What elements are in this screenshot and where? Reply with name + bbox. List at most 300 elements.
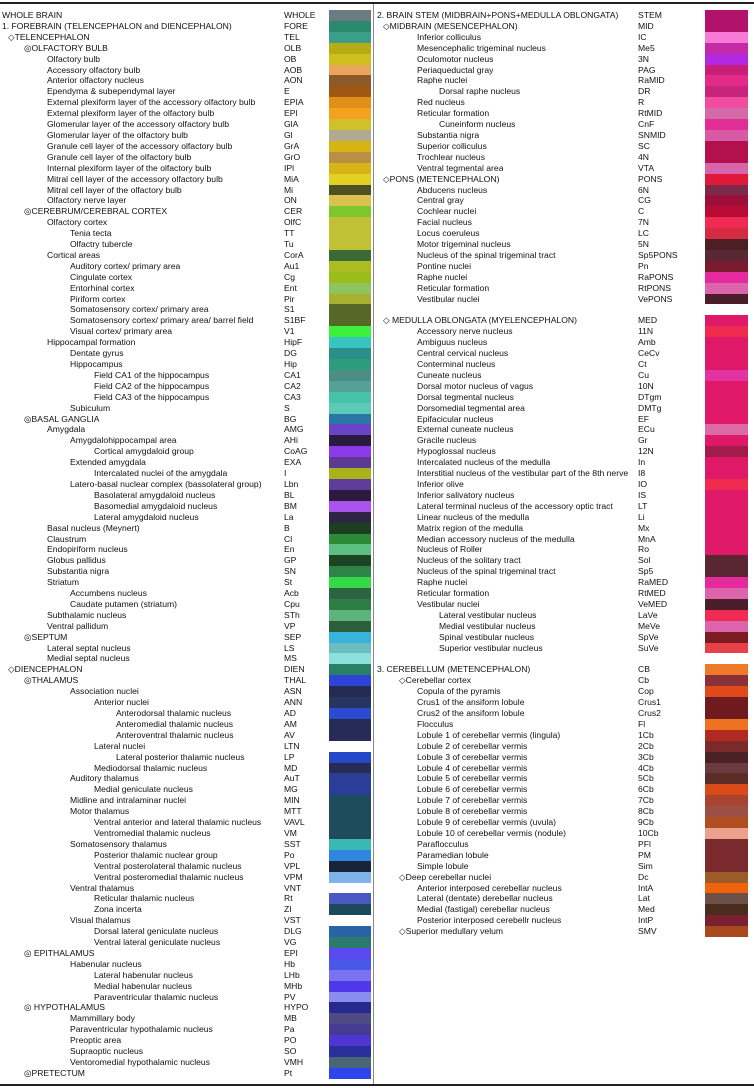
- region-abbreviation: THAL: [284, 675, 306, 686]
- color-swatch: [329, 555, 371, 566]
- region-name: 1. FOREBRAIN (TELENCEPHALON and DIENCEPHALON): [2, 20, 232, 31]
- legend-row: [2, 141, 372, 152]
- legend-row: [377, 523, 752, 534]
- region-name: ◇Superior medullary velum: [399, 926, 504, 937]
- region-abbreviation: La: [284, 511, 294, 522]
- region-name: Nucleus of the solitary tract: [417, 555, 521, 566]
- region-abbreviation: 5N: [638, 239, 649, 250]
- color-swatch: [329, 239, 371, 250]
- region-abbreviation: LS: [284, 642, 295, 653]
- region-name: Olfactory cortex: [47, 217, 108, 228]
- region-abbreviation: DLG: [284, 926, 302, 937]
- region-name: Dorsomedial tegmental area: [417, 402, 525, 413]
- color-swatch: [329, 185, 371, 196]
- legend-row: [377, 479, 752, 490]
- region-name: Lobule 7 of cerebellar vermis: [417, 795, 528, 806]
- legend-row: [2, 195, 372, 206]
- legend-row: [2, 359, 372, 370]
- region-abbreviation: MHb: [284, 980, 303, 991]
- region-name: Lobule 2 of cerebellar vermis: [417, 740, 528, 751]
- color-swatch: [329, 479, 371, 490]
- color-swatch: [705, 490, 748, 501]
- legend-row: [377, 915, 752, 926]
- region-abbreviation: MED: [638, 315, 658, 326]
- region-name: Anterior nuclei: [94, 697, 149, 708]
- legend-row: [377, 926, 752, 937]
- legend-row: [2, 555, 372, 566]
- region-name: ◎BASAL GANGLIA: [24, 413, 100, 424]
- region-name: Subthalamic nucleus: [47, 609, 127, 620]
- color-swatch: [705, 381, 748, 392]
- legend-row: [2, 32, 372, 43]
- legend-row: [377, 272, 752, 283]
- region-name: Abducens nucleus: [417, 184, 488, 195]
- region-name: Periaqueductal gray: [417, 64, 494, 75]
- color-swatch: [329, 883, 371, 894]
- color-swatch: [705, 21, 748, 32]
- region-abbreviation: RaPONS: [638, 271, 674, 282]
- region-name: Reticular formation: [417, 108, 490, 119]
- color-swatch: [705, 675, 748, 686]
- region-abbreviation: IO: [638, 478, 648, 489]
- region-name: Mitral cell layer of the olfactory bulb: [47, 184, 182, 195]
- region-abbreviation: CB: [638, 664, 650, 675]
- region-abbreviation: Cu: [638, 369, 649, 380]
- region-abbreviation: RtMID: [638, 108, 663, 119]
- region-abbreviation: PONS: [638, 173, 663, 184]
- region-name: Amygdala: [47, 424, 86, 435]
- region-abbreviation: Pa: [284, 1024, 295, 1035]
- region-name: Vestibular nuclei: [417, 598, 480, 609]
- region-abbreviation: IPl: [284, 162, 295, 173]
- region-name: Matrix region of the medulla: [417, 522, 524, 533]
- color-swatch: [705, 32, 748, 43]
- color-swatch: [705, 337, 748, 348]
- color-swatch: [705, 359, 748, 370]
- legend-row: [377, 185, 752, 196]
- legend-row: [377, 97, 752, 108]
- region-abbreviation: Mi: [284, 184, 294, 195]
- color-swatch: [329, 850, 371, 861]
- region-name: Amygdalohippocampal area: [70, 435, 177, 446]
- color-swatch: [329, 283, 371, 294]
- color-swatch: [705, 643, 748, 654]
- color-swatch: [705, 54, 748, 65]
- legend-row: [377, 54, 752, 65]
- color-swatch: [329, 435, 371, 446]
- color-swatch: [329, 370, 371, 381]
- region-name: Ventral anterior and lateral thalamic nucleus: [94, 817, 262, 828]
- legend-row: [2, 1024, 372, 1035]
- legend-row: [2, 43, 372, 54]
- legend-row: [377, 206, 752, 217]
- color-swatch: [329, 381, 371, 392]
- legend-row: [377, 806, 752, 817]
- legend-row: [377, 839, 752, 850]
- legend-row: [2, 588, 372, 599]
- legend-row: [2, 861, 372, 872]
- color-swatch: [329, 904, 371, 915]
- color-swatch: [329, 32, 371, 43]
- region-name: Preoptic area: [70, 1035, 122, 1046]
- legend-row: [2, 97, 372, 108]
- region-name: Auditory thalamus: [70, 773, 139, 784]
- column-divider: [373, 4, 374, 1084]
- color-swatch: [329, 512, 371, 523]
- region-name: Somatosensory cortex/ primary area/ barrel field: [70, 315, 254, 326]
- legend-row: [2, 446, 372, 457]
- color-swatch: [329, 523, 371, 534]
- legend-row: [2, 784, 372, 795]
- legend-row: [2, 435, 372, 446]
- legend-spacer: [377, 653, 752, 664]
- color-swatch: [329, 719, 371, 730]
- color-swatch: [705, 850, 748, 861]
- region-name: Medial (fastigal) cerebellar nucleus: [417, 904, 550, 915]
- color-swatch: [329, 130, 371, 141]
- legend-row: [377, 119, 752, 130]
- region-name: Cochlear nuclei: [417, 206, 477, 217]
- region-abbreviation: E: [284, 86, 290, 97]
- region-name: ◎CEREBRUM/CEREBRAL CORTEX: [24, 206, 168, 217]
- forebrain-legend-column: [2, 10, 372, 1079]
- legend-row: [2, 228, 372, 239]
- region-abbreviation: STh: [284, 609, 300, 620]
- region-abbreviation: OLB: [284, 42, 302, 53]
- region-name: Cingulate cortex: [70, 271, 133, 282]
- region-abbreviation: 10Cb: [638, 827, 659, 838]
- color-swatch: [705, 501, 748, 512]
- region-abbreviation: Ro: [638, 544, 649, 555]
- region-name: Endopiriform nucleus: [47, 544, 128, 555]
- color-swatch: [329, 1035, 371, 1046]
- region-name: Accessory olfactory bulb: [47, 64, 141, 75]
- region-name: Substantia nigra: [47, 566, 110, 577]
- region-name: ◎ EPITHALAMUS: [24, 947, 95, 958]
- region-abbreviation: GP: [284, 555, 297, 566]
- region-abbreviation: LP: [284, 751, 295, 762]
- legend-row: [2, 981, 372, 992]
- region-abbreviation: LT: [638, 500, 648, 511]
- legend-row: [2, 370, 372, 381]
- region-abbreviation: AD: [284, 708, 296, 718]
- color-swatch: [705, 250, 748, 261]
- region-abbreviation: SEP: [284, 631, 302, 642]
- legend-row: [377, 414, 752, 425]
- legend-row: [377, 195, 752, 206]
- legend-row: [2, 719, 372, 730]
- color-swatch: [705, 261, 748, 272]
- region-abbreviation: Ent: [284, 282, 297, 293]
- region-name: Lateral terminal nucleus of the accessory optic tract: [417, 500, 613, 511]
- legend-row: [377, 228, 752, 239]
- legend-row: [2, 1035, 372, 1046]
- region-name: Tenia tecta: [70, 228, 112, 239]
- color-swatch: [329, 970, 371, 981]
- region-abbreviation: WHOLE: [284, 10, 316, 20]
- legend-row: [2, 806, 372, 817]
- color-swatch: [705, 904, 748, 915]
- region-name: Epifacicular nucleus: [417, 413, 494, 424]
- color-swatch: [329, 304, 371, 315]
- region-abbreviation: RtMED: [638, 588, 666, 599]
- region-name: ◎ HYPOTHALAMUS: [24, 1002, 106, 1013]
- region-name: Nucleus of the spinal trigeminal tract: [417, 249, 556, 260]
- legend-row: [2, 381, 372, 392]
- region-name: Globus pallidus: [47, 555, 106, 566]
- legend-row: [2, 348, 372, 359]
- legend-row: [377, 610, 752, 621]
- region-name: Nucleus of the spinal trigeminal tract: [417, 566, 556, 577]
- legend-row: [377, 883, 752, 894]
- legend-row: [2, 523, 372, 534]
- region-abbreviation: SNMID: [638, 129, 666, 140]
- color-swatch: [329, 981, 371, 992]
- region-abbreviation: VPL: [284, 860, 301, 871]
- color-swatch: [329, 675, 371, 686]
- color-swatch: [329, 54, 371, 65]
- color-swatch: [705, 839, 748, 850]
- region-abbreviation: EF: [638, 413, 649, 424]
- legend-row: [2, 239, 372, 250]
- region-abbreviation: IC: [638, 31, 647, 42]
- legend-row: [377, 763, 752, 774]
- legend-row: [377, 588, 752, 599]
- legend-row: [2, 75, 372, 86]
- color-swatch: [705, 424, 748, 435]
- color-swatch: [329, 686, 371, 697]
- region-name: Striatum: [47, 577, 79, 588]
- region-abbreviation: ANN: [284, 697, 303, 708]
- region-abbreviation: ZI: [284, 904, 292, 915]
- legend-row: [2, 403, 372, 414]
- color-swatch: [705, 403, 748, 414]
- color-swatch: [705, 86, 748, 97]
- color-swatch: [705, 915, 748, 926]
- region-name: Zona incerta: [94, 904, 142, 915]
- legend-row: [2, 10, 372, 21]
- region-abbreviation: S1: [284, 304, 295, 315]
- color-swatch: [705, 512, 748, 523]
- region-name: Olfactory nerve layer: [47, 195, 127, 206]
- region-name: Entorhinal cortex: [70, 282, 135, 293]
- legend-row: [2, 544, 372, 555]
- legend-row: [377, 773, 752, 784]
- legend-row: [377, 817, 752, 828]
- color-swatch: [705, 174, 748, 185]
- region-name: Crus2 of the ansiform lobule: [417, 708, 525, 718]
- region-abbreviation: LHb: [284, 969, 300, 980]
- region-abbreviation: SO: [284, 1046, 297, 1057]
- region-name: Visual thalamus: [70, 915, 131, 926]
- color-swatch: [705, 206, 748, 217]
- color-swatch: [705, 708, 748, 719]
- region-abbreviation: Dc: [638, 871, 649, 882]
- region-name: Midline and intralaminar nuclei: [70, 795, 187, 806]
- region-abbreviation: SpVe: [638, 631, 659, 642]
- region-name: Medial geniculate nucleus: [94, 784, 193, 795]
- region-name: Extended amygdala: [70, 457, 146, 468]
- region-abbreviation: Mx: [638, 522, 650, 533]
- legend-row: [2, 392, 372, 403]
- legend-row: [377, 686, 752, 697]
- legend-row: [2, 872, 372, 883]
- region-name: ◇ MEDULLA OBLONGATA (MYELENCEPHALON): [383, 315, 577, 326]
- region-name: Dorsal motor nucleus of vagus: [417, 380, 534, 391]
- color-swatch: [705, 697, 748, 708]
- legend-row: [2, 730, 372, 741]
- region-abbreviation: V1: [284, 326, 295, 337]
- legend-row: [2, 424, 372, 435]
- region-abbreviation: Me5: [638, 42, 655, 53]
- region-abbreviation: OlfC: [284, 217, 302, 228]
- legend-row: [2, 534, 372, 545]
- color-swatch: [705, 435, 748, 446]
- color-swatch: [705, 348, 748, 359]
- region-name: Intercalated nuclei of the amygdala: [94, 468, 228, 479]
- region-abbreviation: MD: [284, 762, 298, 773]
- legend-row: [377, 664, 752, 675]
- region-name: Substantia nigra: [417, 129, 480, 140]
- legend-row: [377, 163, 752, 174]
- legend-row: [377, 381, 752, 392]
- legend-row: [2, 21, 372, 32]
- legend-row: [2, 206, 372, 217]
- legend-row: [2, 1002, 372, 1013]
- region-name: Reticular formation: [417, 282, 490, 293]
- region-abbreviation: DMTg: [638, 402, 662, 413]
- color-swatch: [705, 861, 748, 872]
- region-abbreviation: VAVL: [284, 817, 305, 828]
- region-name: Basolateral amygdaloid nucleus: [94, 489, 216, 500]
- legend-row: [2, 828, 372, 839]
- color-swatch: [329, 315, 371, 326]
- legend-row: [2, 315, 372, 326]
- color-swatch: [705, 610, 748, 621]
- region-abbreviation: HipF: [284, 337, 303, 348]
- region-abbreviation: Med: [638, 904, 655, 915]
- legend-row: [2, 185, 372, 196]
- color-swatch: [705, 468, 748, 479]
- color-swatch: [329, 294, 371, 305]
- region-name: Raphe nuclei: [417, 271, 468, 282]
- region-name: Medial septal nucleus: [47, 653, 130, 664]
- legend-row: [2, 468, 372, 479]
- legend-row: [2, 152, 372, 163]
- legend-row: [377, 283, 752, 294]
- region-abbreviation: Pt: [284, 1067, 293, 1078]
- legend-row: [377, 468, 752, 479]
- color-swatch: [329, 217, 371, 228]
- legend-row: [377, 632, 752, 643]
- region-name: ◎PRETECTUM: [24, 1067, 85, 1078]
- color-swatch: [329, 261, 371, 272]
- color-swatch: [329, 97, 371, 108]
- legend-row: [377, 566, 752, 577]
- region-name: Olfactry tubercle: [70, 239, 133, 250]
- legend-row: [377, 75, 752, 86]
- region-abbreviation: VMH: [284, 1057, 304, 1067]
- legend-row: [377, 392, 752, 403]
- region-name: Hippocampal formation: [47, 337, 136, 348]
- legend-row: [2, 261, 372, 272]
- region-abbreviation: Crus2: [638, 708, 661, 718]
- region-name: Dorsal lateral geniculate nucleus: [94, 926, 219, 937]
- region-name: Subiculum: [70, 402, 111, 413]
- region-name: Mammillary body: [70, 1013, 135, 1024]
- region-name: Crus1 of the ansiform lobule: [417, 697, 525, 708]
- region-name: ◎SEPTUM: [24, 631, 68, 642]
- region-abbreviation: ECu: [638, 424, 655, 435]
- region-abbreviation: Lat: [638, 893, 650, 904]
- legend-spacer: [377, 304, 752, 315]
- region-name: ◇MIDBRAIN (MESENCEPHALON): [383, 20, 518, 31]
- region-abbreviation: PFl: [638, 838, 651, 849]
- color-swatch: [329, 861, 371, 872]
- color-swatch: [329, 250, 371, 261]
- color-swatch: [705, 446, 748, 457]
- region-name: ◇Cerebellar cortex: [399, 675, 472, 686]
- legend-row: [2, 970, 372, 981]
- region-name: Anterior olfactory nucleus: [47, 75, 144, 86]
- region-name: Visual cortex/ primary area: [70, 326, 173, 337]
- color-swatch: [705, 283, 748, 294]
- legend-row: [377, 457, 752, 468]
- region-name: Anterior interposed cerebellar nucleus: [417, 882, 562, 893]
- color-swatch: [329, 152, 371, 163]
- color-swatch: [705, 588, 748, 599]
- color-swatch: [705, 632, 748, 643]
- region-abbreviation: Sim: [638, 860, 653, 871]
- legend-row: [377, 446, 752, 457]
- region-abbreviation: Cop: [638, 686, 654, 697]
- region-abbreviation: Crus1: [638, 697, 661, 708]
- color-swatch: [705, 392, 748, 403]
- region-abbreviation: Po: [284, 849, 295, 860]
- region-abbreviation: 2Cb: [638, 740, 654, 751]
- color-swatch: [329, 348, 371, 359]
- region-name: Somatosensory thalamus: [70, 838, 167, 849]
- region-name: Mediodorsal thalamic nucleus: [94, 762, 208, 773]
- region-abbreviation: S: [284, 402, 290, 413]
- color-swatch: [705, 534, 748, 545]
- region-abbreviation: LC: [638, 228, 649, 239]
- region-abbreviation: Cg: [284, 271, 295, 282]
- color-swatch: [329, 326, 371, 337]
- legend-row: [377, 708, 752, 719]
- legend-row: [377, 348, 752, 359]
- legend-row: [2, 883, 372, 894]
- color-swatch: [705, 228, 748, 239]
- region-name: Glomerular layer of the accessory olfactory bulb: [47, 119, 229, 130]
- region-abbreviation: 7Cb: [638, 795, 654, 806]
- region-name: Raphe nuclei: [417, 577, 468, 588]
- color-swatch: [705, 370, 748, 381]
- color-swatch: [705, 719, 748, 730]
- region-abbreviation: 8Cb: [638, 806, 654, 817]
- color-swatch: [705, 730, 748, 741]
- region-name: Median accessory nucleus of the medulla: [417, 533, 575, 544]
- region-abbreviation: Gl: [284, 129, 293, 140]
- color-swatch: [705, 108, 748, 119]
- legend-row: [2, 108, 372, 119]
- region-abbreviation: GrA: [284, 140, 300, 151]
- color-swatch: [705, 294, 748, 305]
- legend-row: [377, 130, 752, 141]
- color-swatch: [329, 359, 371, 370]
- color-swatch: [705, 239, 748, 250]
- legend-row: [2, 850, 372, 861]
